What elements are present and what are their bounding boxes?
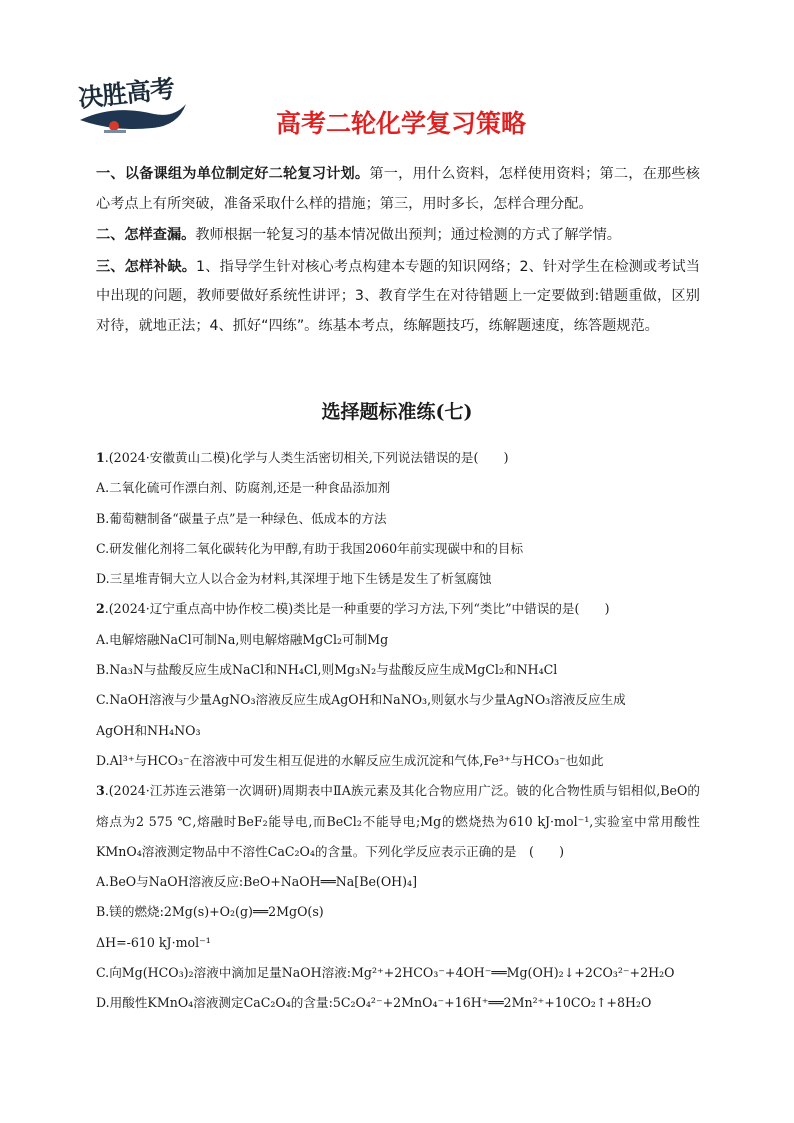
question-2-option-c: C.NaOH溶液与少量AgNO₃溶液反应生成AgOH和NaNO₃,则氨水与少量AgNO₃溶液反应生成 (96, 692, 626, 708)
question-3-option-b-cont: ΔH=-610 kJ·mol⁻¹ (96, 934, 211, 950)
logo-text: 决胜高考 (76, 74, 176, 113)
question-2-option-a: A.电解熔融NaCl可制Na,则电解熔融MgCl₂可制Mg (96, 631, 389, 647)
question-3-option-c: C.向Mg(HCO₃)₂溶液中滴加足量NaOH溶液:Mg²⁺+2HCO₃⁻+4OH⁻══Mg(OH)₂↓+2CO₃²⁻+2H₂O (96, 965, 675, 981)
question-3-option-b: B.镁的燃烧:2Mg(s)+O₂(g)══2MgO(s) (96, 904, 324, 920)
question-2-stem: 2.(2024·辽宁重点高中协作校二模)类比是一种重要的学习方法,下列“类比”中错误的是( ) (96, 601, 610, 617)
question-3-stem: 3.(2024·江苏连云港第一次调研)周期表中ⅡA族元素及其化合物应用广泛。铍的化合物性质与铝相似,BeO的熔点为2 575 ℃,熔融时BeF₂能导电,而BeCl₂不能导电;Mg的燃烧热为610 kJ·mol⁻¹,实验室中常用酸性KMnO₄溶液测定物品中不溶性CaC₂O₄的含量。下列化学反应表示正确的是 ( ) (96, 783, 700, 859)
question-1-stem: 1.(2024·安徽黄山二模)化学与人类生活密切相关,下列说法错误的是( ) (96, 450, 509, 465)
question-2-option-b: B.Na₃N与盐酸反应生成NaCl和NH₄Cl,则Mg₃N₂与盐酸反应生成MgCl₂和NH₄Cl (96, 662, 558, 678)
intro-section (96, 160, 700, 343)
page-title: 高考二轮化学复习策略 (275, 109, 526, 138)
intro-paragraph: 一、以备课组为单位制定好二轮复习计划。第一，用什么资料，怎样使用资料；第二，在那些核心考点上有所突破，准备采取什么样的措施；第三，用时多长，怎样合理分配。 (96, 166, 700, 212)
section-title: 选择题标准练(七) (321, 401, 473, 423)
question-1-option-c: C.研发催化剂将二氧化碳转化为甲醇,有助于我国2060年前实现碳中和的目标 (96, 540, 524, 556)
question-3-option-d: D.用酸性KMnO₄溶液测定CaC₂O₄的含量:5C₂O₄²⁻+2MnO₄⁻+16H⁺══2Mn²⁺+10CO₂↑+8H₂O (96, 995, 652, 1011)
question-1-option-a: A.二氧化硫可作漂白剂、防腐剂,还是一种食品添加剂 (96, 480, 391, 496)
intro-paragraph: 二、怎样查漏。教师根据一轮复习的基本情况做出预判；通过检测的方式了解学情。 (96, 227, 621, 243)
question-2-option-c-cont: AgOH和NH₄NO₃ (96, 722, 201, 738)
question-3-option-a: A.BeO与NaOH溶液反应:BeO+NaOH══Na[Be(OH)₄] (96, 874, 418, 890)
question-1-option-b: B.葡萄糖制备“碳量子点”是一种绿色、低成本的方法 (96, 510, 387, 526)
question-1-option-d: D.三星堆青铜大立人以合金为材料,其深埋于地下生锈是发生了析氢腐蚀 (96, 571, 492, 587)
intro-paragraph: 三、怎样补缺。1、指导学生针对核心考点构建本专题的知识网络；2、针对学生在检测或考试当中出现的问题，教师要做好系统性讲评；3、教育学生在对待错题上一定要做到:错题重做，区别对待，就地正法；4、抓好“四练”。练基本考点，练解题技巧，练解题速度，练答题规范。 (96, 258, 700, 334)
question-list (96, 443, 700, 1019)
question-2-option-d: D.Al³⁺与HCO₃⁻在溶液中可发生相互促进的水解反应生成沉淀和气体,Fe³⁺与HCO₃⁻也如此 (96, 752, 604, 768)
